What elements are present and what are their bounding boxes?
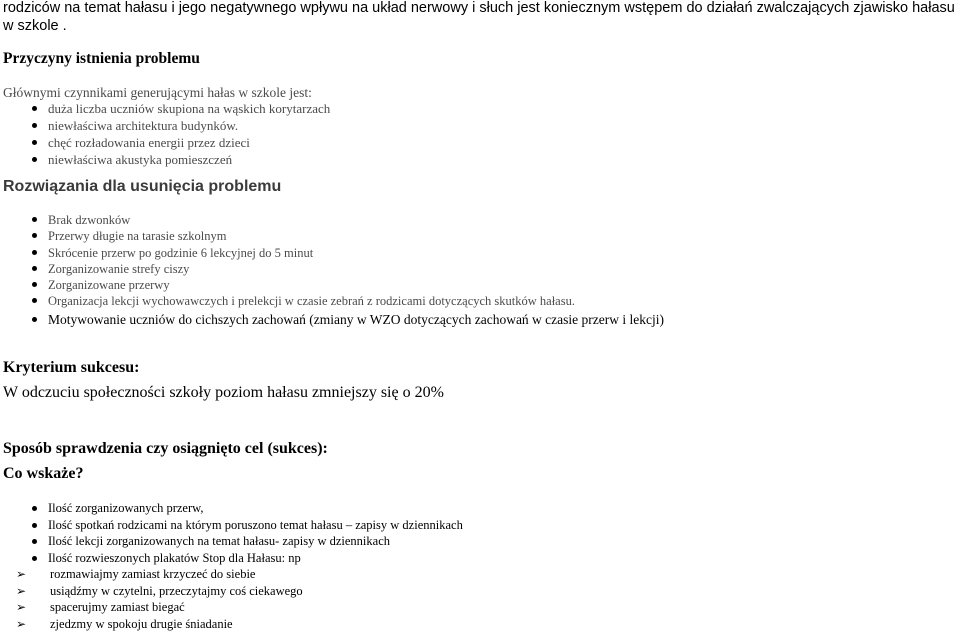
bullet-icon [32, 250, 37, 255]
list-item: chęć rozładowania energii przez dzieci [32, 134, 330, 151]
criterion-heading: Kryterium sukcesu: [3, 359, 139, 377]
bullet-icon [32, 539, 37, 544]
bullet-icon [32, 523, 37, 528]
arrow-bullet-icon: ➢ [16, 566, 26, 583]
bullet-icon [32, 282, 37, 287]
criterion-text: W odczuciu społeczności szkoły poziom hałasu zmniejszy się o 20% [3, 384, 444, 402]
causes-intro: Głównymi czynnikami generującymi hałas w szkole jest: [3, 85, 312, 101]
bullet-icon [32, 298, 37, 303]
list-item: Ilość lekcji zorganizowanych na temat hałasu- zapisy w dziennikach [32, 533, 463, 550]
arrow-bullet-icon: ➢ [16, 583, 26, 600]
bullet-icon [32, 123, 37, 128]
list-item: niewłaściwa architektura budynków. [32, 117, 330, 134]
slogan-item: ➢ zjedzmy w spokoju drugie śniadanie [16, 616, 463, 632]
bullet-icon [32, 556, 37, 561]
bullet-icon [32, 217, 37, 222]
solutions-heading: Rozwiązania dla usunięcia problemu [3, 178, 281, 196]
list-item: Przerwy długie na tarasie szkolnym [32, 228, 664, 244]
causes-heading: Przyczyny istnienia problemu [3, 50, 200, 68]
bullet-icon [32, 157, 37, 162]
list-item: Ilość rozwieszonych plakatów Stop dla Hałasu: np [32, 550, 463, 567]
bullet-icon [32, 506, 37, 511]
slogan-item: ➢ spacerujmy zamiast biegać [16, 599, 463, 616]
list-item: Zorganizowane przerwy [32, 277, 664, 293]
list-item: Zorganizowanie strefy ciszy [32, 261, 664, 277]
bullet-icon [32, 266, 37, 271]
list-item: Organizacja lekcji wychowawczych i prelekcji w czasie zebrań z rodzicami dotyczących skutków hałasu. [32, 293, 664, 309]
arrow-bullet-icon: ➢ [16, 616, 26, 632]
slogan-item: ➢ usiądźmy w czytelni, przeczytajmy coś ciekawego [16, 583, 463, 600]
list-item: Brak dzwonków [32, 212, 664, 228]
causes-list [32, 100, 330, 168]
list-item: Skrócenie przerw po godzinie 6 lekcyjnej do 5 minut [32, 245, 664, 261]
bullet-icon [32, 233, 37, 238]
intro-paragraph: rodziców na temat hałasu i jego negatywnego wpływu na układ nerwowy i słuch jest koniecznym wstępem do działań zwalczających zjawisko hałasu w szkole . [3, 0, 958, 35]
list-item: duża liczba uczniów skupiona na wąskich korytarzach [32, 100, 330, 117]
verification-list [32, 500, 463, 632]
slogan-item: ➢ rozmawiajmy zamiast krzyczeć do siebie [16, 566, 463, 583]
verification-heading: Sposób sprawdzenia czy osiągnięto cel (sukces): [3, 440, 328, 458]
verification-subheading: Co wskaże? [3, 465, 83, 483]
list-item: Ilość spotkań rodzicami na którym poruszono temat hałasu – zapisy w dziennikach [32, 517, 463, 534]
bullet-icon [32, 317, 37, 322]
list-item: Ilość zorganizowanych przerw, [32, 500, 463, 517]
bullet-icon [32, 106, 37, 111]
list-item: niewłaściwa akustyka pomieszczeń [32, 151, 330, 168]
solutions-list [32, 212, 664, 329]
bullet-icon [32, 140, 37, 145]
arrow-bullet-icon: ➢ [16, 599, 26, 616]
list-item: Motywowanie uczniów do cichszych zachowań (zmiany w WZO dotyczących zachowań w czasie przerw i lekcji) [32, 310, 664, 329]
